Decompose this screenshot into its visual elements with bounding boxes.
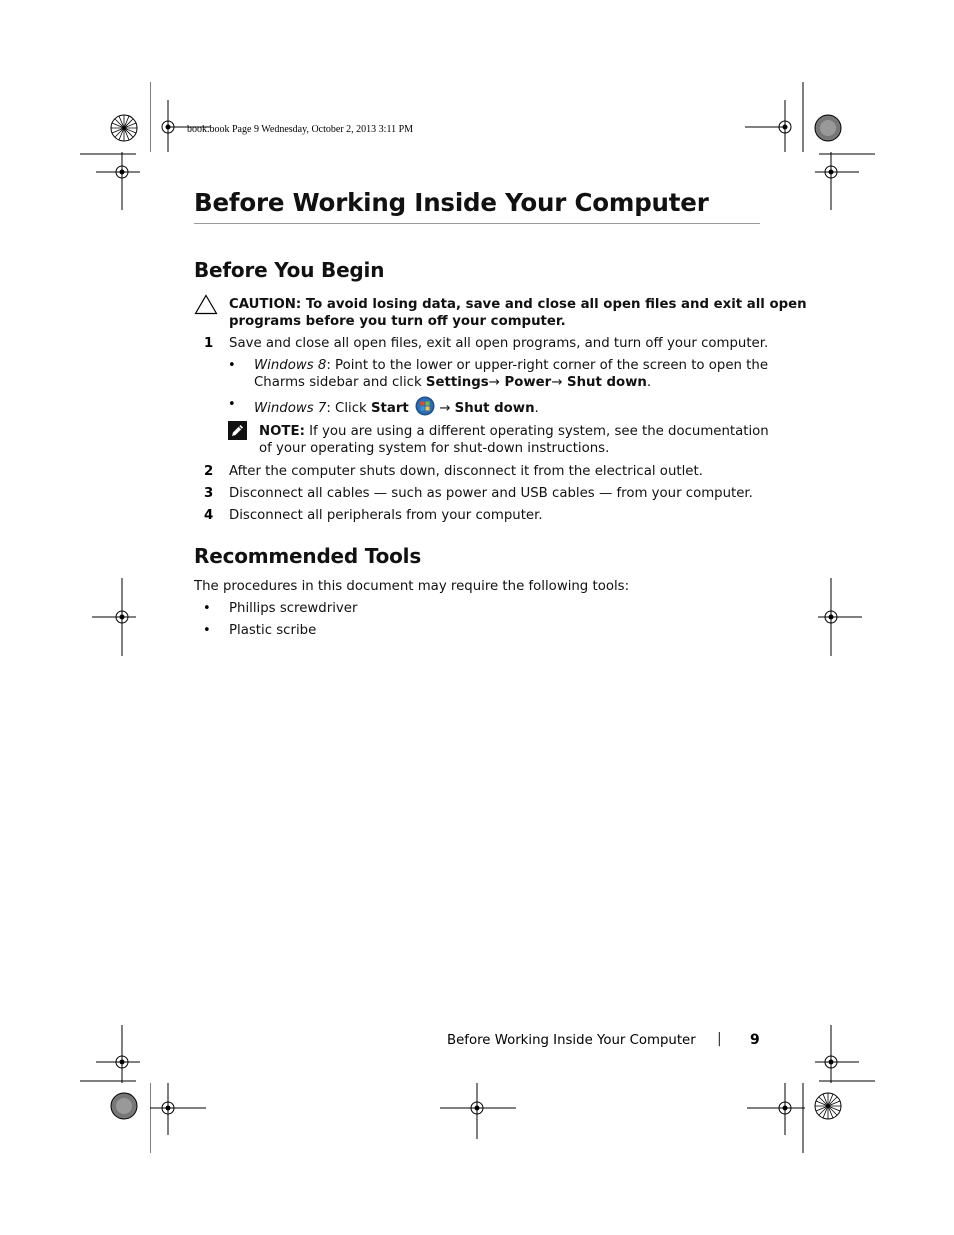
- power-label: Power: [499, 375, 552, 390]
- step-number: 3: [204, 486, 214, 501]
- tools-intro: The procedures in this document may require the following tools:: [194, 579, 630, 594]
- shutdown-label: Shut down: [562, 375, 647, 390]
- note-line-2: of your operating system for shut-down instructions.: [259, 441, 610, 456]
- windows7-label: Windows 7: [254, 401, 327, 416]
- crop-mark-icon: [150, 1083, 210, 1153]
- crop-mark-icon: [440, 1083, 516, 1139]
- caution-text: [229, 296, 807, 330]
- windows8-label: Windows 8: [254, 358, 327, 373]
- crop-mark-icon: [150, 82, 210, 152]
- windows8-instruction: [254, 357, 768, 391]
- crop-mark-icon: [745, 82, 805, 152]
- bullet-marker: •: [203, 601, 211, 616]
- caution-line-2: programs before you turn off your computer.: [229, 314, 566, 329]
- title-divider: [194, 223, 760, 224]
- note-label: NOTE:: [259, 424, 305, 439]
- start-label: Start: [370, 401, 409, 416]
- page-title: Before Working Inside Your Computer: [194, 188, 709, 217]
- shutdown-label: Shut down: [454, 401, 535, 416]
- note-text: [259, 423, 769, 457]
- registration-star-icon: [109, 113, 139, 143]
- crop-mark-icon: [815, 1025, 875, 1083]
- arrow-glyph: →: [435, 401, 455, 416]
- step-number: 2: [204, 464, 214, 479]
- tool-item: Plastic scribe: [229, 623, 317, 638]
- section-heading-recommended-tools: Recommended Tools: [194, 544, 422, 568]
- registration-gray-disc-icon: [813, 113, 843, 143]
- registration-gray-disc-icon: [109, 1091, 139, 1121]
- registration-star-icon: [813, 1091, 843, 1121]
- caution-triangle-icon: [194, 294, 218, 315]
- step-number: 4: [204, 508, 214, 523]
- printer-slug-line: book.book Page 9 Wednesday, October 2, 2013 3:11 PM: [187, 124, 414, 135]
- step-number: 1: [204, 336, 214, 351]
- windows7-instruction: [254, 396, 539, 421]
- crop-mark-icon: [818, 578, 862, 656]
- footer-title: Before Working Inside Your Computer: [447, 1033, 696, 1048]
- period: .: [534, 401, 539, 416]
- note-pencil-icon: [228, 421, 247, 440]
- footer-separator: |: [717, 1031, 722, 1047]
- settings-label: Settings: [425, 375, 489, 390]
- bullet-marker: •: [228, 397, 236, 412]
- crop-mark-icon: [80, 152, 140, 210]
- windows7-text: : Click: [326, 401, 371, 416]
- windows8-text-2: Charms sidebar and click: [254, 375, 426, 390]
- arrow-glyph: →: [551, 375, 563, 390]
- crop-mark-icon: [92, 578, 136, 656]
- crop-mark-icon: [815, 152, 875, 210]
- tool-item: Phillips screwdriver: [229, 601, 358, 616]
- step-text: Disconnect all peripherals from your computer.: [229, 508, 543, 523]
- note-line-1: If you are using a different operating system, see the documentation: [304, 424, 769, 439]
- arrow-glyph: →: [488, 375, 500, 390]
- section-heading-before-you-begin: Before You Begin: [194, 258, 385, 282]
- crop-mark-icon: [80, 1025, 140, 1083]
- windows8-text: : Point to the lower or upper-right corner of the screen to open the: [326, 358, 769, 373]
- step-text: Save and close all open files, exit all open programs, and turn off your computer.: [229, 336, 769, 351]
- caution-line-1: CAUTION: To avoid losing data, save and close all open files and exit all open: [229, 297, 807, 312]
- bullet-marker: •: [228, 358, 236, 373]
- page-number: 9: [750, 1032, 760, 1048]
- bullet-marker: •: [203, 623, 211, 638]
- windows-start-orb-icon: [415, 396, 435, 421]
- step-text: After the computer shuts down, disconnect it from the electrical outlet.: [229, 464, 703, 479]
- step-text: Disconnect all cables — such as power and USB cables — from your computer.: [229, 486, 753, 501]
- crop-mark-icon: [745, 1083, 805, 1153]
- period: .: [646, 375, 652, 390]
